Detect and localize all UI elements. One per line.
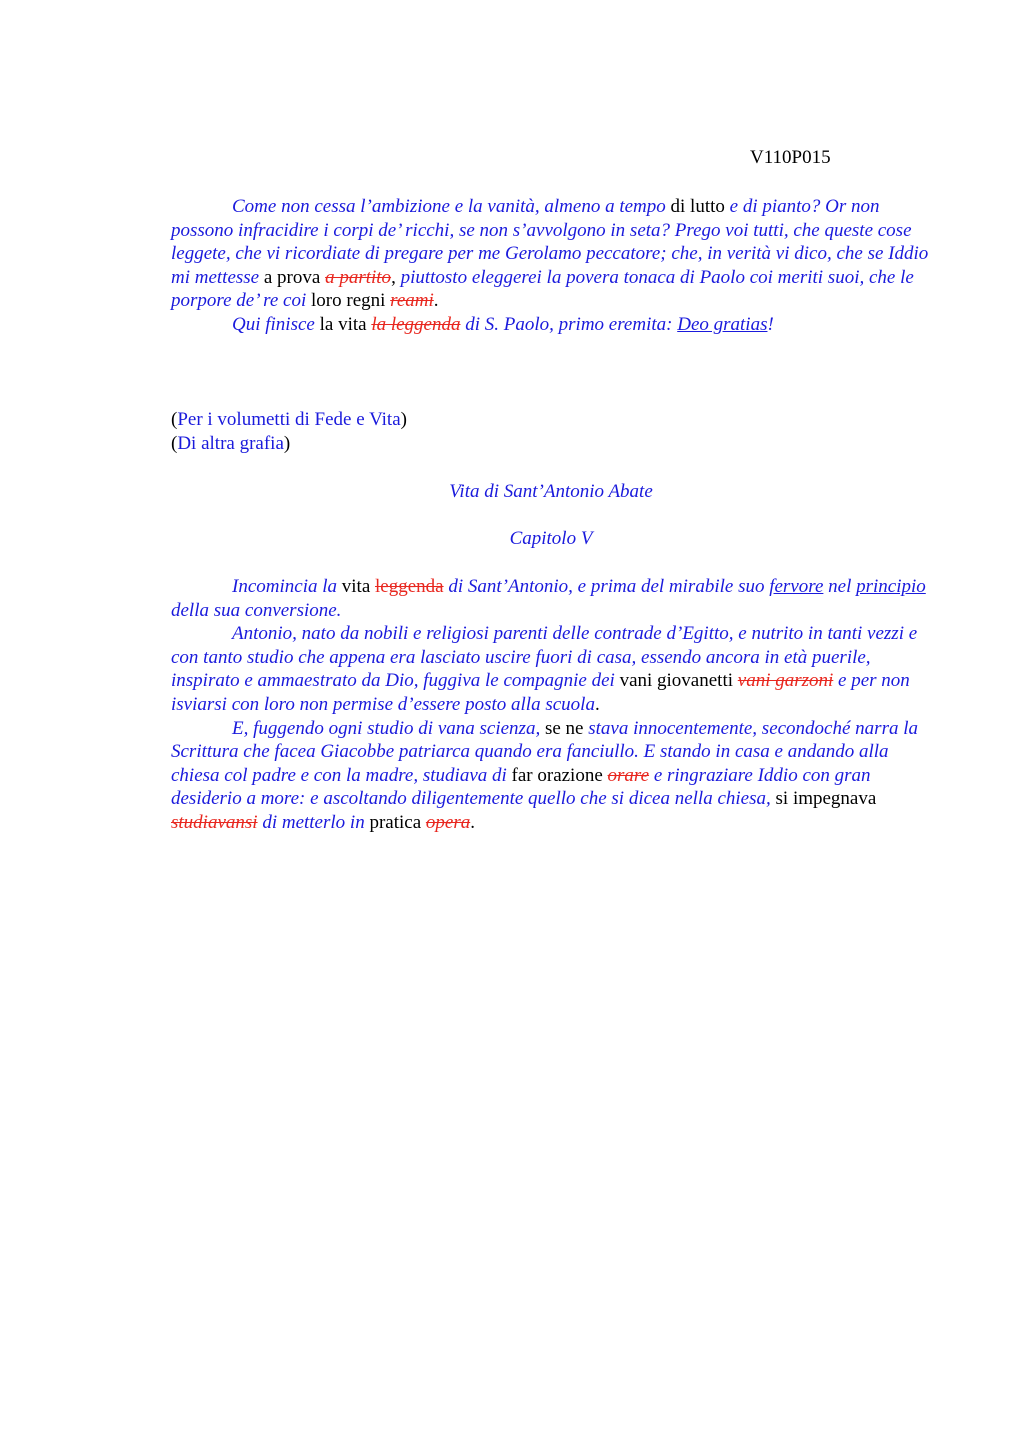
deleted-text: leggenda — [375, 576, 444, 597]
text-span: di metterlo in — [257, 811, 365, 833]
text-span: di S. Paolo, primo eremita: — [460, 313, 678, 335]
text-span: e di pianto? Or non possono infracidire i corpi de’ ricchi, se non s’avvolgono in seta? Prego voi tutti, che queste cose leggete, che vi ricordiate di pregare per me Gerolamo peccatore; che, in verità vi dico, che se Iddio mi mettesse — [171, 196, 929, 288]
text-span: della sua conversione. — [171, 599, 342, 621]
folio-number: V110P015 — [750, 147, 831, 168]
note-text: Per i volumetti di Fede e Vita — [177, 409, 401, 430]
text-span: Come non cessa l’ambizione e la vanità, almeno a tempo — [232, 196, 666, 217]
text-span: si impegnava — [770, 788, 877, 810]
section-paolo-ending — [171, 195, 931, 337]
text-span: e ringraziare Iddio con gran desiderio a more: e ascoltando diligentemente quello che si dicea nella chiesa, — [171, 764, 871, 810]
text-span: vani giovanetti — [614, 670, 738, 692]
note-text: Di altra grafia — [177, 432, 284, 454]
paren-open: ( — [171, 409, 178, 430]
paragraph-incomincia — [171, 575, 931, 622]
underlined-text: principio — [856, 576, 926, 597]
note-volumetti — [171, 408, 931, 432]
text-span: Incomincia la — [232, 576, 338, 597]
text-span: , — [391, 266, 401, 288]
text-span: piuttosto eleggerei la povera tonaca di Paolo coi meriti suoi, che le porpore de’ re coi — [171, 266, 914, 312]
underlined-text: Deo gratias — [677, 313, 768, 335]
heading-title-block — [171, 480, 931, 504]
underlined-text: fervore — [769, 576, 824, 597]
deleted-text: orare — [607, 764, 650, 786]
text-span: loro regni — [306, 290, 391, 312]
deleted-text: vani garzoni — [737, 670, 834, 692]
text-span: far orazione — [506, 764, 608, 786]
deleted-text: a partito — [325, 266, 392, 288]
text-span: vita — [337, 576, 376, 597]
text-span: la vita — [314, 313, 372, 335]
text-span: pratica — [364, 811, 426, 833]
text-span: Antonio, nato da nobili e religiosi parenti delle contrade d’Egitto, e nutrito in tanti vezzi e con tanto studio che appena era lasciato uscire fuori di casa, essendo ancora in età puerile, inspirato e ammaestrato da Dio, fuggiva le compagnie dei — [171, 623, 918, 692]
text-span: a prova — [259, 266, 326, 288]
text-span: se ne — [540, 717, 589, 739]
paren-close: ) — [283, 432, 291, 454]
text-span: ! — [767, 313, 774, 335]
paragraph-ambizione — [171, 195, 931, 313]
text-span: E, fuggendo ogni studio di vana scienza, — [232, 717, 541, 739]
text-span: . — [470, 811, 475, 833]
paren-close: ) — [400, 409, 407, 430]
text-span: . — [594, 693, 600, 715]
editorial-notes — [171, 408, 931, 455]
deleted-text: la leggenda — [371, 313, 461, 335]
text-span: stava innocentemente, secondoché narra la Scrittura che facea Giacobbe patriarca quando era fanciullo. E stando in casa e andando alla chiesa col padre e con la madre, studiava di — [171, 717, 918, 786]
text-span: Qui finisce — [232, 313, 315, 335]
heading-chapter-block — [171, 527, 931, 551]
text-span: e per non isviarsi con loro non permise d’essere posto alla scuola — [171, 670, 910, 715]
paragraph-qui-finisce — [171, 313, 931, 337]
deleted-text: opera — [425, 811, 471, 833]
text-span: . — [433, 290, 439, 312]
section-antonio — [171, 575, 931, 835]
text-span: di lutto — [665, 196, 730, 217]
paragraph-antonio-nato — [171, 622, 931, 716]
document-title: Vita di Sant’Antonio Abate — [449, 481, 653, 502]
paragraph-fuggendo — [171, 717, 931, 835]
deleted-text: studiavansi — [171, 811, 258, 833]
note-grafia — [171, 432, 931, 456]
paren-open: ( — [171, 432, 178, 454]
deleted-text: reami — [390, 290, 434, 312]
chapter-heading: Capitolo V — [509, 528, 593, 549]
text-span: nel — [823, 576, 857, 597]
text-span: di Sant’Antonio, e prima del mirabile suo — [443, 576, 770, 597]
